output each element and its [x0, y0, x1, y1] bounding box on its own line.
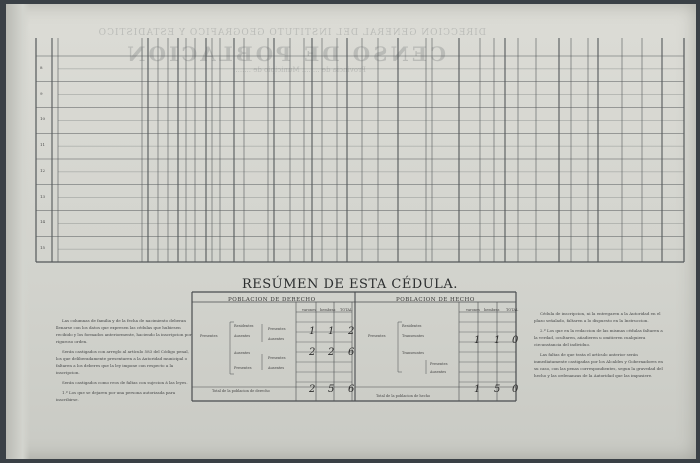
main-table-grid: [36, 38, 684, 262]
ghost-line-2: CENSO DE POBLACION: [124, 42, 446, 66]
left-paragraph: Las columnas de familia y de la fecha de nacimiento deberan llenarse con los datos que expresen las cédulas que hubiesen recibido y los formados anteriormente, haciendo la inscripcion por riguroso orden.: [56, 318, 192, 344]
derecho-col-varones: varones: [302, 308, 316, 312]
right-instructions: [534, 310, 664, 382]
derecho-value-varones: 1: [309, 326, 316, 337]
left-instructions: [56, 317, 192, 406]
row-number: 9: [40, 90, 43, 96]
hecho-item: Ausentes: [430, 370, 447, 374]
right-paragraph: Cédula de inscripcion, ni la entregaren a la Autoridad en el plazo señalado, faltaren a lo dispuesto en la Instruccion.: [534, 311, 661, 323]
hecho-total-varones: 1: [474, 384, 481, 395]
derecho-value2-hembras: 2: [328, 347, 335, 358]
derecho-item: Presentes: [268, 356, 286, 360]
left-paragraph: Serán castigados con arreglo al artículo 583 del Código penal, los que deliberadamente presentaren a la Autoridad municipal o faltaren a los deberes que la ley impone con respecto a la inscripcion.: [56, 349, 189, 375]
hecho-col-varones: varones: [466, 308, 480, 312]
derecho-item: Presentes: [268, 327, 286, 331]
ghost-line-3: Provincia de ........ Municipio de ........: [233, 66, 366, 74]
row-number: 15: [40, 245, 46, 251]
derecho-value-total: 2: [348, 326, 355, 337]
left-paragraph: Serán castigados como reos de faltas con sujecion á las leyes.: [62, 380, 188, 385]
derecho-total-varones: 2: [309, 384, 316, 395]
derecho-item: Ausentes: [268, 366, 285, 370]
derecho-item: Presentes: [234, 366, 252, 370]
derecho-item: Ausentes: [234, 351, 251, 355]
hecho-item: Transeuntes: [402, 351, 424, 355]
derecho-value2-varones: 2: [309, 347, 316, 358]
right-paragraph: 2.º Los que en la redaccion de las mismas cédulas faltaren a la verdad, ocultaren, añadieren u omitieren cualquiera circunstancia del individuo.: [534, 328, 663, 347]
hecho-value-varones: 1: [474, 335, 481, 346]
hecho-total-label: Total de la poblacion de hecho: [376, 394, 431, 398]
census-sheet: [6, 4, 696, 459]
derecho-total-hembras: 5: [328, 384, 335, 395]
hecho-total-hembras: 5: [494, 384, 501, 395]
hecho-col-total: TOTAL: [506, 308, 519, 312]
hecho-header: POBLACION DE HECHO: [396, 297, 475, 303]
hecho-value-total: 0: [512, 335, 519, 346]
derecho-header: POBLACION DE DERECHO: [228, 297, 316, 303]
derecho-col-total: TOTAL: [340, 308, 353, 312]
derecho-value-hembras: 1: [328, 326, 335, 337]
derecho-col-hembras: hembras: [320, 308, 336, 312]
derecho-item: Ausentes: [234, 334, 251, 338]
derecho-group-1: Presentes: [200, 334, 218, 338]
right-paragraph: Las faltas de que trata el artículo anterior serán inmediatamente castigadas por los Alcaldes y Gobernadores en su caso, con las penas correspondientes, segun la gravedad del hecho y las ordenanzas de la Autoridad que las impusiere.: [534, 352, 663, 378]
hecho-item: Presentes: [430, 362, 448, 366]
ghost-line-1: DIRECCION GENERAL DEL INSTITUTO GEOGRAFICO Y ESTADISTICO: [97, 28, 486, 38]
hecho-value-hembras: 1: [494, 335, 501, 346]
row-number: 12: [40, 167, 46, 173]
resumen-title: RESÚMEN DE ESTA CÉDULA.: [242, 277, 458, 292]
left-paragraph: 1.º Los que se dejaren por una persona autorizada para inscribirse.: [56, 390, 176, 402]
hecho-col-hembras: hembras: [484, 308, 500, 312]
hecho-total-total: 0: [512, 384, 519, 395]
row-number: 13: [40, 193, 46, 199]
hecho-item: Residentes: [402, 324, 422, 328]
derecho-value2-total: 6: [348, 347, 355, 358]
row-number: 8: [40, 64, 43, 70]
hecho-item: Transeuntes: [402, 334, 424, 338]
derecho-item: Ausentes: [268, 337, 285, 341]
hecho-group-1: Presentes: [368, 334, 386, 338]
derecho-total-label: Total de la poblacion de derecho: [212, 389, 270, 393]
row-number: 11: [40, 142, 46, 148]
derecho-item: Residentes: [234, 324, 254, 328]
row-number: 10: [40, 116, 46, 122]
derecho-total-total: 6: [348, 384, 355, 395]
row-number: 14: [40, 219, 46, 225]
